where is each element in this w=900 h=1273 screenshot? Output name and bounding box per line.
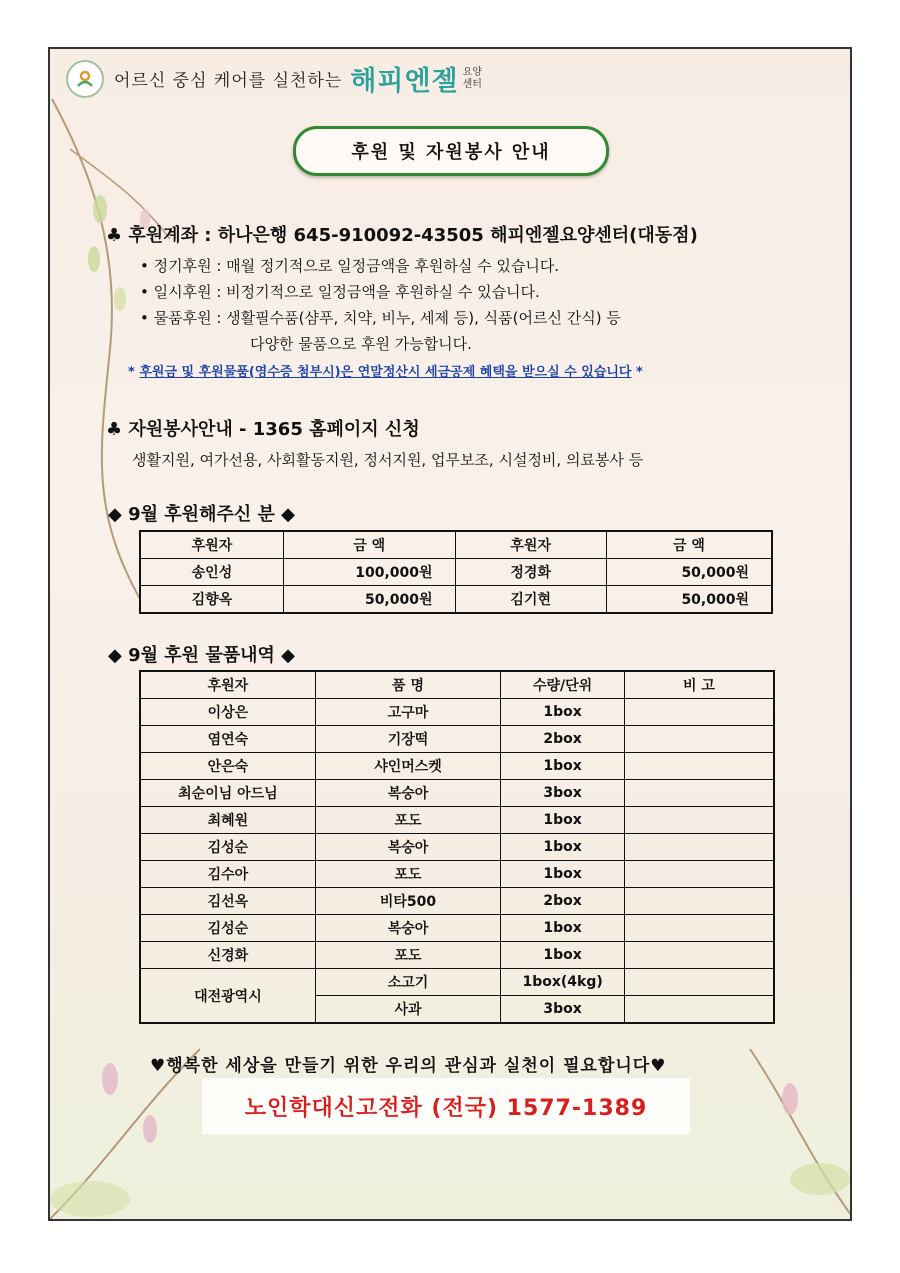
item-quantity: 1box — [501, 942, 625, 969]
bullet-regular: • 정기후원 : 매월 정기적으로 일정금액을 후원하실 수 있습니다. — [140, 257, 560, 275]
abuse-hotline: 노인학대신고전화 (전국) 1577-1389 — [202, 1078, 690, 1134]
header-donor: 후원자 — [455, 531, 606, 559]
sponsors-table — [139, 530, 773, 614]
header-item: 품 명 — [315, 671, 500, 699]
sponsors-header-row — [140, 531, 772, 559]
item-quantity: 3box — [501, 996, 625, 1024]
item-name: 포도 — [315, 807, 500, 834]
item-name: 샤인머스켓 — [315, 753, 500, 780]
item-name: 복숭아 — [315, 834, 500, 861]
donor-name: 정경화 — [455, 559, 606, 586]
item-quantity: 1box — [501, 915, 625, 942]
item-name: 복숭아 — [315, 915, 500, 942]
donation-amount: 50,000원 — [606, 559, 772, 586]
table-row — [140, 807, 774, 834]
table-row — [140, 780, 774, 807]
donor-name: 안은숙 — [140, 753, 315, 780]
logo-icon — [66, 60, 104, 98]
table-row — [140, 699, 774, 726]
item-name: 고구마 — [315, 699, 500, 726]
item-quantity: 3box — [501, 780, 625, 807]
item-quantity: 2box — [501, 888, 625, 915]
donation-amount: 50,000원 — [283, 586, 455, 614]
donation-account: 후원계좌 : 하나은행 645-910092-43505 해피엔젤요양센터(대동점) — [128, 225, 698, 246]
club-icon: ♣ — [106, 419, 123, 440]
sponsors-heading: ◆ 9월 후원해주신 분 ◆ — [108, 504, 295, 525]
poster — [48, 47, 852, 1221]
donor-name: 김성순 — [140, 915, 315, 942]
table-row — [140, 915, 774, 942]
item-remarks — [625, 834, 774, 861]
brand-sub — [463, 67, 482, 91]
table-row — [140, 586, 772, 614]
header-tagline: 어르신 중심 케어를 실천하는 — [114, 71, 343, 91]
donor-name: 김기현 — [455, 586, 606, 614]
donor-name: 김향옥 — [140, 586, 283, 614]
donor-name: 최혜원 — [140, 807, 315, 834]
item-remarks — [625, 807, 774, 834]
table-row — [140, 861, 774, 888]
tax-note — [128, 361, 698, 380]
bullet-goods-cont: 다양한 물품으로 후원 가능합니다. — [250, 335, 472, 353]
header-amount: 금 액 — [283, 531, 455, 559]
item-quantity: 1box — [501, 834, 625, 861]
item-remarks — [625, 969, 774, 996]
bullet-goods: • 물품후원 : 생활필수품(샴푸, 치약, 비누, 세제 등), 식품(어르신 간식) 등 — [140, 309, 621, 327]
donor-name: 염연숙 — [140, 726, 315, 753]
table-row — [140, 942, 774, 969]
donor-name: 김성순 — [140, 834, 315, 861]
table-row — [140, 834, 774, 861]
brand-sub-line-2: 센터 — [462, 78, 482, 90]
page-title: 후원 및 자원봉사 안내 — [293, 126, 609, 176]
table-row — [140, 753, 774, 780]
donor-name: 최순이님 아드님 — [140, 780, 315, 807]
item-remarks — [625, 726, 774, 753]
item-remarks — [625, 780, 774, 807]
header-donor: 후원자 — [140, 671, 315, 699]
goods-heading: ◆ 9월 후원 물품내역 ◆ — [108, 645, 295, 666]
donor-name: 김선옥 — [140, 888, 315, 915]
header-amount: 금 액 — [606, 531, 772, 559]
item-quantity: 1box — [501, 699, 625, 726]
goods-header-row — [140, 671, 774, 699]
item-remarks — [625, 861, 774, 888]
header-donor: 후원자 — [140, 531, 283, 559]
item-remarks — [625, 915, 774, 942]
table-row — [140, 888, 774, 915]
item-quantity: 2box — [501, 726, 625, 753]
goods-table — [139, 670, 775, 1024]
item-name: 비타500 — [315, 888, 500, 915]
item-quantity: 1box(4kg) — [501, 969, 625, 996]
donor-name: 김수아 — [140, 861, 315, 888]
donation-bullets — [140, 253, 698, 357]
donor-name: 신경화 — [140, 942, 315, 969]
table-row — [140, 726, 774, 753]
item-remarks — [625, 996, 774, 1024]
item-quantity: 1box — [501, 861, 625, 888]
header — [66, 59, 482, 98]
item-name: 기장떡 — [315, 726, 500, 753]
donor-name: 송인성 — [140, 559, 283, 586]
volunteer-desc: 생활지원, 여가선용, 사회활동지원, 정서지원, 업무보조, 시설정비, 의료봉사 등 — [132, 451, 644, 469]
bullet-onetime: • 일시후원 : 비정기적으로 일정금액을 후원하실 수 있습니다. — [140, 283, 540, 301]
item-quantity: 1box — [501, 807, 625, 834]
donation-amount: 50,000원 — [606, 586, 772, 614]
tax-note-text: 후원금 및 후원물품(영수증 첨부시)은 연말정산시 세금공제 혜택을 받으실 수 있습니다 — [139, 365, 632, 380]
table-row — [140, 969, 774, 996]
brand-sub-line-1: 요양 — [462, 66, 482, 78]
volunteer-heading — [106, 415, 643, 441]
donor-name: 대전광역시 — [140, 969, 315, 1024]
donation-section — [106, 221, 698, 380]
table-row — [140, 559, 772, 586]
item-name: 포도 — [315, 942, 500, 969]
header-remarks: 비 고 — [625, 671, 774, 699]
donation-amount: 100,000원 — [283, 559, 455, 586]
item-remarks — [625, 888, 774, 915]
brand-name: 해피엔젤 — [350, 66, 459, 97]
item-remarks — [625, 699, 774, 726]
slogan: ♥행복한 세상을 만들기 위한 우리의 관심과 실천이 필요합니다♥ — [150, 1056, 667, 1076]
volunteer-section — [106, 415, 643, 470]
note-star-start: * — [128, 365, 135, 380]
note-star-end: * — [636, 365, 643, 380]
item-remarks — [625, 942, 774, 969]
volunteer-title: 자원봉사안내 - 1365 홈페이지 신청 — [128, 419, 420, 440]
item-name: 소고기 — [315, 969, 500, 996]
item-name: 포도 — [315, 861, 500, 888]
donation-heading — [106, 221, 698, 247]
club-icon: ♣ — [106, 225, 123, 246]
header-quantity: 수량/단위 — [501, 671, 625, 699]
donor-name: 이상은 — [140, 699, 315, 726]
item-quantity: 1box — [501, 753, 625, 780]
item-name: 복숭아 — [315, 780, 500, 807]
item-name: 사과 — [315, 996, 500, 1024]
item-remarks — [625, 753, 774, 780]
